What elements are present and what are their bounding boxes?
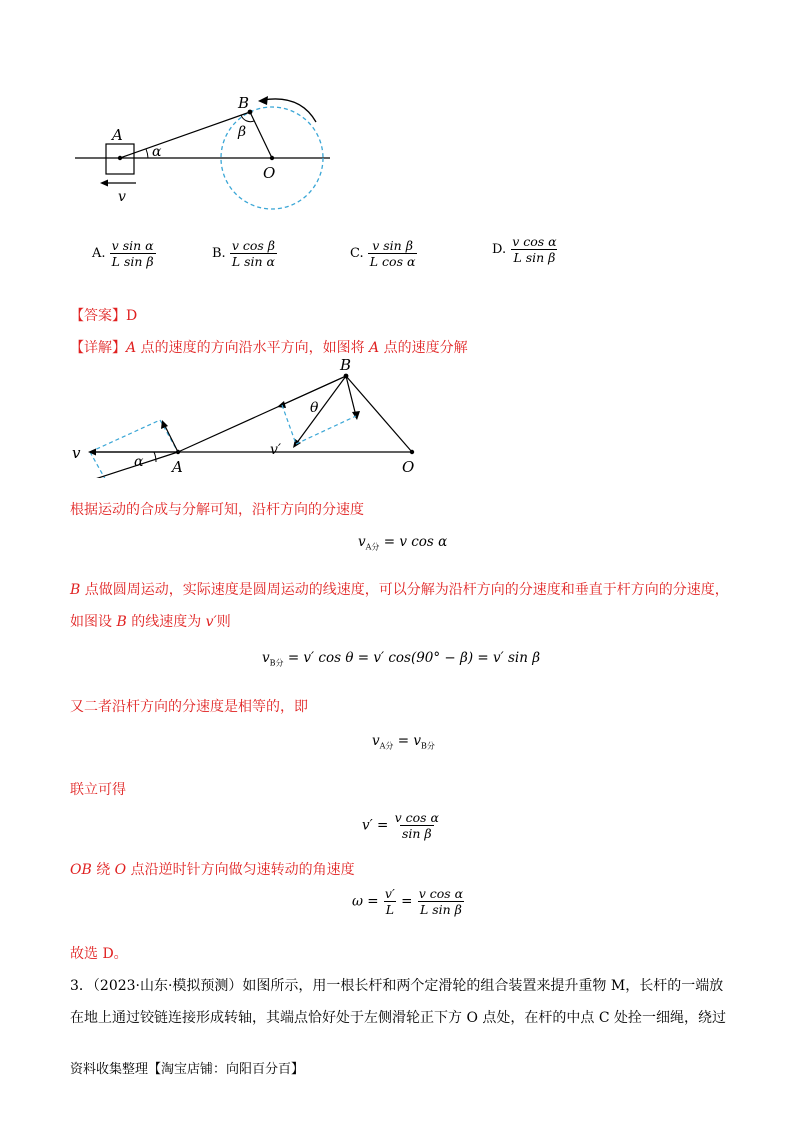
label-A: A bbox=[112, 126, 123, 144]
option-d[interactable]: D. $\frac{\text{v cos α}}{\text{L sin β}}$ bbox=[492, 234, 557, 265]
question-3-line-1: 3．（2023·山东·模拟预测）如图所示，用一根长杆和两个定滑轮的组合装置来提升重物 M，长杆的一端放 bbox=[70, 978, 724, 994]
figure-1 bbox=[60, 80, 360, 220]
label-theta: θ bbox=[310, 400, 319, 416]
label-A: A bbox=[172, 458, 183, 476]
dashed-B-2 bbox=[296, 416, 356, 444]
velocity-arrowhead bbox=[100, 180, 108, 187]
equation-3: $v_{A分} = v_{B分}$ bbox=[372, 733, 435, 751]
figure-2 bbox=[70, 358, 430, 478]
label-alpha: α bbox=[134, 454, 144, 470]
paragraph-4: 联立可得 bbox=[70, 782, 126, 798]
angle-alpha-arc bbox=[154, 452, 156, 462]
label-v: v bbox=[72, 444, 81, 462]
v-prime-B bbox=[296, 376, 346, 444]
arrowhead-rod-B bbox=[277, 401, 286, 408]
label-O: O bbox=[402, 458, 415, 476]
paragraph-5: OB 绕 O 点沿逆时针方向做匀速转动的角速度 bbox=[70, 862, 355, 878]
label-B: B bbox=[340, 358, 352, 374]
label-beta: β bbox=[238, 124, 247, 140]
equation-2: $v_{B分} = v'$ cos θ = v′ cos(90° − β) = v′ sin β bbox=[262, 650, 541, 668]
paragraph-1: 根据运动的合成与分解可知，沿杆方向的分速度 bbox=[70, 502, 364, 518]
paragraph-3: 又二者沿杆方向的分速度是相等的，即 bbox=[70, 699, 308, 715]
dashed-B-1 bbox=[282, 405, 296, 444]
option-a[interactable]: A. $\frac{\text{v sin α}}{\text{L sin β}}$ bbox=[92, 238, 154, 269]
label-alpha: α bbox=[152, 144, 162, 160]
angle-alpha-arc bbox=[146, 149, 148, 158]
question-3-line-2: 在地上通过铰链连接形成转轴，其端点恰好处于左侧滑轮正下方 O 点处，在杆的中点 C 处拴一细绳，绕过 bbox=[70, 1010, 726, 1026]
dashed-par-1 bbox=[90, 420, 160, 452]
detail-line: 【详解】A 点的速度的方向沿水平方向，如图将 A 点的速度分解 bbox=[70, 340, 468, 356]
answer-line: 【答案】D bbox=[70, 308, 138, 324]
option-b[interactable]: B. $\frac{\text{v cos β}}{\text{L sin α}}$ bbox=[212, 238, 276, 269]
paragraph-2-cont: 如图设 B 的线速度为 v′则 bbox=[70, 614, 231, 630]
equation-5: ω = $\frac{v'}{L}$ = $\frac{\text{v cos α}}{\text{L sin β}}$ bbox=[352, 886, 464, 917]
v-perp-rod-A bbox=[164, 424, 178, 452]
link-BO bbox=[250, 112, 272, 158]
rod-AB bbox=[120, 112, 250, 158]
page-footer: 资料收集整理【淘宝店铺：向阳百分百】 bbox=[70, 1062, 305, 1077]
label-B: B bbox=[238, 94, 250, 112]
point-O bbox=[270, 156, 274, 160]
arrowhead-perp-B bbox=[352, 411, 360, 420]
label-O: O bbox=[263, 164, 276, 182]
rotation-arrow-arc bbox=[263, 99, 316, 122]
option-c[interactable]: C. $\frac{\text{v sin β}}{\text{L cos α}}$ bbox=[350, 238, 416, 269]
equation-4: v′ = $\frac{\text{v cos α}}{\text{sin β}}$ bbox=[362, 810, 439, 841]
conclusion: 故选 D。 bbox=[70, 946, 128, 962]
paragraph-2: B 点做圆周运动，实际速度是圆周运动的线速度，可以分解为沿杆方向的分速度和垂直于杆方向的分速度， bbox=[70, 582, 729, 598]
dashed-par-3 bbox=[90, 452, 108, 478]
label-vprime: v′ bbox=[270, 442, 282, 458]
rotation-arrowhead bbox=[258, 96, 268, 105]
point-O bbox=[410, 450, 414, 454]
equation-1: $v_{A分} = v$ cos α bbox=[358, 534, 448, 552]
label-v: v bbox=[118, 189, 126, 205]
